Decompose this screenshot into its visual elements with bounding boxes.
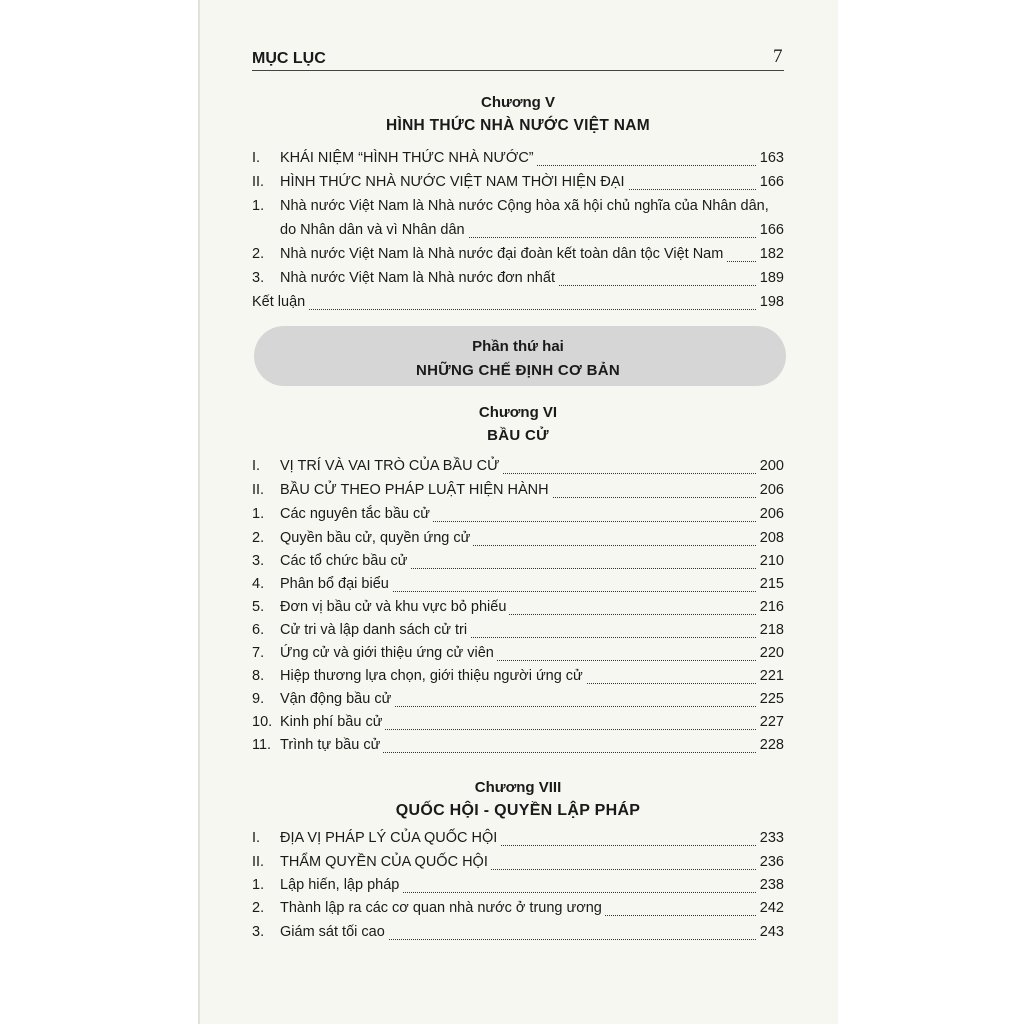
toc-entry-title: Kinh phí bầu cử	[280, 714, 385, 730]
toc-entry[interactable]	[252, 553, 784, 575]
toc-entry-page: 218	[757, 622, 784, 638]
toc-entry-title: Quyền bầu cử, quyền ứng cử	[280, 530, 473, 546]
toc-entry-number: II.	[252, 482, 265, 498]
toc-entry-page: 221	[757, 668, 784, 684]
toc-entry-number: I.	[252, 458, 261, 474]
toc-entry-page: 238	[757, 877, 784, 893]
toc-entry-number: I.	[252, 150, 261, 166]
toc-entry-page: 236	[757, 854, 784, 870]
toc-entry-title: Đơn vị bầu cử và khu vực bỏ phiếu	[280, 599, 509, 615]
toc-entry-page: 242	[757, 900, 784, 916]
toc-entry-title: ĐỊA VỊ PHÁP LÝ CỦA QUỐC HỘI	[280, 830, 500, 846]
toc-entry-title: THẨM QUYỀN CỦA QUỐC HỘI	[280, 854, 491, 870]
toc-entry-title: Ứng cử và giới thiệu ứng cử viên	[280, 645, 497, 661]
toc-entry[interactable]	[252, 668, 784, 690]
toc-entry-page: 243	[757, 924, 784, 940]
toc-entry-page: 166	[757, 222, 784, 238]
toc-entry[interactable]	[252, 246, 784, 268]
toc-entry-number: 2.	[252, 530, 265, 546]
toc-entry[interactable]	[252, 877, 784, 899]
toc-entry-title: do Nhân dân và vì Nhân dân	[280, 222, 468, 238]
toc-entry-title: Kết luận	[252, 294, 308, 310]
toc-entry-number: 11.	[252, 737, 272, 753]
toc-entry[interactable]	[252, 924, 784, 946]
toc-entry-title: Lập hiến, lập pháp	[280, 877, 402, 893]
toc-entry-title: VỊ TRÍ VÀ VAI TRÒ CỦA BẦU CỬ	[280, 458, 502, 474]
toc-entry-number: 2.	[252, 900, 265, 916]
toc-leader-dots	[252, 309, 784, 310]
toc-entry[interactable]	[252, 714, 784, 736]
toc-entry[interactable]	[252, 622, 784, 644]
toc-entry-number: II.	[252, 854, 265, 870]
toc-entry-page: 215	[757, 576, 784, 592]
toc-entry[interactable]	[252, 645, 784, 667]
toc-entry-title: Vận động bầu cử	[280, 691, 394, 707]
toc-entry-title: Các tổ chức bầu cử	[280, 553, 410, 569]
toc-entry-page: 163	[757, 150, 784, 166]
toc-entry[interactable]	[252, 900, 784, 922]
toc-entry-number: 1.	[252, 198, 265, 214]
toc-entry-title: Nhà nước Việt Nam là Nhà nước đơn nhất	[280, 270, 558, 286]
toc-entry-page: 189	[757, 270, 784, 286]
toc-entry-page: 182	[757, 246, 784, 262]
toc-entry-page: 206	[757, 506, 784, 522]
header-rule	[252, 70, 784, 71]
toc-entry[interactable]	[252, 530, 784, 552]
toc-entry-page: 227	[757, 714, 784, 730]
chapter-6-title: BẦU CỬ	[487, 427, 549, 444]
toc-entry[interactable]	[252, 222, 784, 244]
toc-entry-page: 200	[757, 458, 784, 474]
toc-entry-number: 10.	[252, 714, 273, 730]
toc-entry[interactable]	[252, 482, 784, 504]
running-header-title: MỤC LỤC	[252, 50, 326, 67]
toc-entry-page: 228	[757, 737, 784, 753]
toc-entry-title: HÌNH THỨC NHÀ NƯỚC VIỆT NAM THỜI HIỆN ĐẠI	[280, 174, 628, 190]
toc-entry-number: 3.	[252, 924, 265, 940]
toc-entry-page: 233	[757, 830, 784, 846]
toc-entry-number: 3.	[252, 553, 265, 569]
toc-entry[interactable]	[252, 270, 784, 292]
toc-entry[interactable]	[252, 150, 784, 172]
toc-entry[interactable]	[252, 854, 784, 876]
toc-entry-page: 206	[757, 482, 784, 498]
toc-entry-number: 3.	[252, 270, 265, 286]
toc-entry[interactable]	[252, 737, 784, 759]
toc-entry-title: Phân bổ đại biểu	[280, 576, 392, 592]
toc-entry-title: Hiệp thương lựa chọn, giới thiệu người ứng cử	[280, 668, 586, 684]
toc-entry-title: Thành lập ra các cơ quan nhà nước ở trung ương	[280, 900, 605, 916]
toc-entry-number: 6.	[252, 622, 265, 638]
toc-entry-number: 9.	[252, 691, 265, 707]
toc-entry-title: KHÁI NIỆM “HÌNH THỨC NHÀ NƯỚC”	[280, 150, 537, 166]
toc-entry[interactable]	[252, 830, 784, 852]
toc-entry-number: II.	[252, 174, 265, 190]
toc-entry-title: BẦU CỬ THEO PHÁP LUẬT HIỆN HÀNH	[280, 482, 552, 498]
toc-entry-page: 216	[757, 599, 784, 615]
toc-entry-number: 7.	[252, 645, 265, 661]
toc-entry-page: 208	[757, 530, 784, 546]
toc-entry-title: Cử tri và lập danh sách cử tri	[280, 622, 470, 638]
page-number: 7	[773, 46, 783, 67]
toc-entry-number: 4.	[252, 576, 265, 592]
toc-entry-title: Nhà nước Việt Nam là Nhà nước đại đoàn kết toàn dân tộc Việt Nam	[280, 246, 726, 262]
toc-entry[interactable]	[252, 506, 784, 528]
toc-entry-number: 8.	[252, 668, 265, 684]
toc-entry[interactable]	[252, 691, 784, 713]
toc-entry[interactable]	[252, 294, 784, 316]
toc-entry-title: Nhà nước Việt Nam là Nhà nước Cộng hòa xã hội chủ nghĩa của Nhân dân,	[280, 198, 772, 214]
toc-entry[interactable]	[252, 458, 784, 480]
toc-entry-page: 210	[757, 553, 784, 569]
toc-entry-number: 1.	[252, 877, 265, 893]
toc-entry-number: I.	[252, 830, 261, 846]
toc-entry-page: 198	[757, 294, 784, 310]
toc-entry-page: 166	[757, 174, 784, 190]
toc-entry[interactable]	[252, 599, 784, 621]
toc-entry-number: 5.	[252, 599, 265, 615]
chapter-6-label: Chương VI	[478, 404, 558, 421]
page-edge	[198, 0, 200, 1024]
toc-entry[interactable]	[252, 576, 784, 598]
toc-entry-page: 220	[757, 645, 784, 661]
chapter-5-title: HÌNH THỨC NHÀ NƯỚC VIỆT NAM	[385, 117, 651, 134]
toc-entry-title: Trình tự bầu cử	[280, 737, 383, 753]
toc-entry-number: 1.	[252, 506, 265, 522]
toc-entry-title: Giám sát tối cao	[280, 924, 388, 940]
toc-entry[interactable]	[252, 198, 784, 220]
chapter-8-title: QUỐC HỘI - QUYỀN LẬP PHÁP	[395, 802, 641, 819]
toc-entry-page: 225	[757, 691, 784, 707]
chapter-5-label: Chương V	[480, 94, 556, 111]
toc-entry[interactable]	[252, 174, 784, 196]
chapter-8-label: Chương VIII	[474, 779, 562, 796]
toc-entry-number: 2.	[252, 246, 265, 262]
part-two-title: NHỮNG CHẾ ĐỊNH CƠ BẢN	[415, 362, 621, 379]
toc-entry-title: Các nguyên tắc bầu cử	[280, 506, 433, 522]
part-two-label: Phần thứ hai	[472, 338, 564, 355]
